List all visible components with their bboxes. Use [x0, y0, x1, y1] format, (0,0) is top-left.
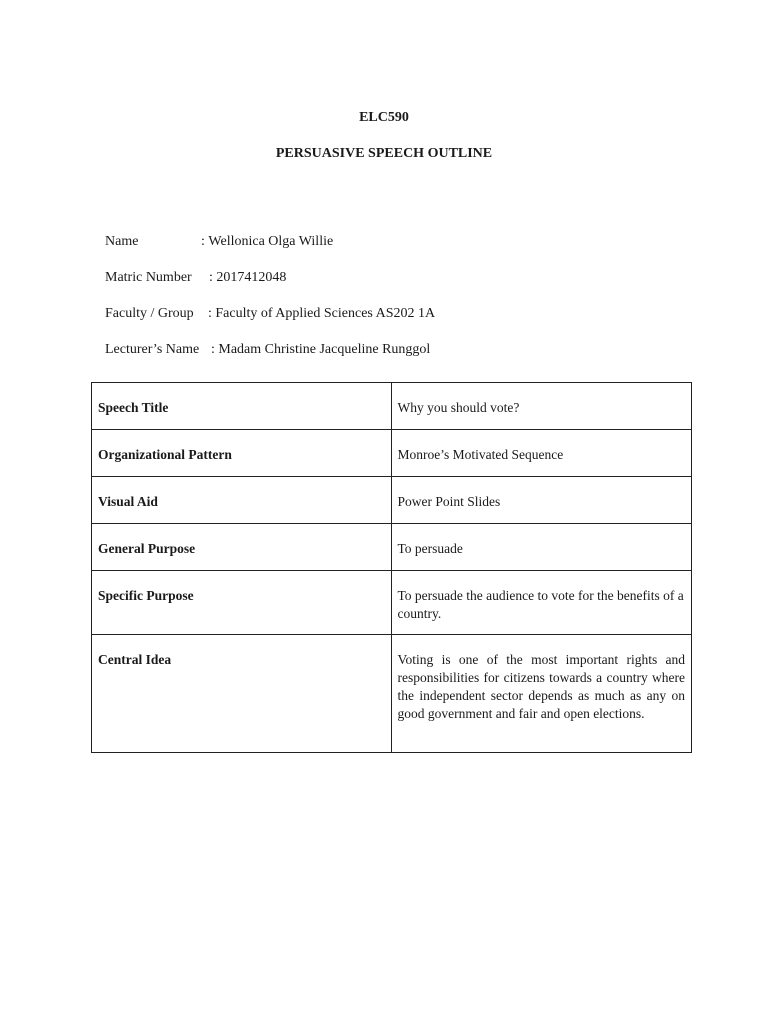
row-value: Why you should vote?: [391, 383, 692, 430]
row-value: To persuade: [391, 524, 692, 571]
table-row: [92, 430, 692, 477]
row-value: To persuade the audience to vote for the benefits of a country.: [391, 571, 692, 635]
table-row: [92, 571, 692, 635]
info-label: Name: [105, 234, 139, 249]
table-row: [92, 635, 692, 753]
document-title: PERSUASIVE SPEECH OUTLINE: [275, 146, 493, 161]
row-label: General Purpose: [92, 524, 392, 571]
row-label: Central Idea: [92, 635, 392, 753]
table-row: [92, 524, 692, 571]
row-label: Specific Purpose: [92, 571, 392, 635]
info-value: 2017412048: [216, 270, 287, 285]
info-row-lecturer: [91, 326, 430, 374]
info-label: Faculty / Group: [105, 306, 194, 321]
info-label: Lecturer’s Name: [105, 342, 200, 357]
info-value: Wellonica Olga Willie: [208, 234, 334, 249]
row-label: Visual Aid: [92, 477, 392, 524]
table-row: [92, 383, 692, 430]
info-separator: :: [201, 234, 209, 249]
info-label: Matric Number: [105, 270, 192, 285]
info-separator: :: [209, 270, 217, 285]
outline-table: [91, 382, 692, 753]
table-row: [92, 477, 692, 524]
info-value: Madam Christine Jacqueline Runggol: [218, 342, 431, 357]
row-value: Monroe’s Motivated Sequence: [391, 430, 692, 477]
row-value: Voting is one of the most important rights and responsibilities for citizens towards a country where the independent sector depends as much as any on good government and fair and open elections.: [391, 635, 692, 753]
info-separator: :: [208, 306, 216, 321]
row-label: Organizational Pattern: [92, 430, 392, 477]
row-label: Speech Title: [92, 383, 392, 430]
info-separator: :: [211, 342, 219, 357]
row-value: Power Point Slides: [391, 477, 692, 524]
course-code: ELC590: [359, 110, 409, 125]
info-value: Faculty of Applied Sciences AS202 1A: [215, 306, 436, 321]
